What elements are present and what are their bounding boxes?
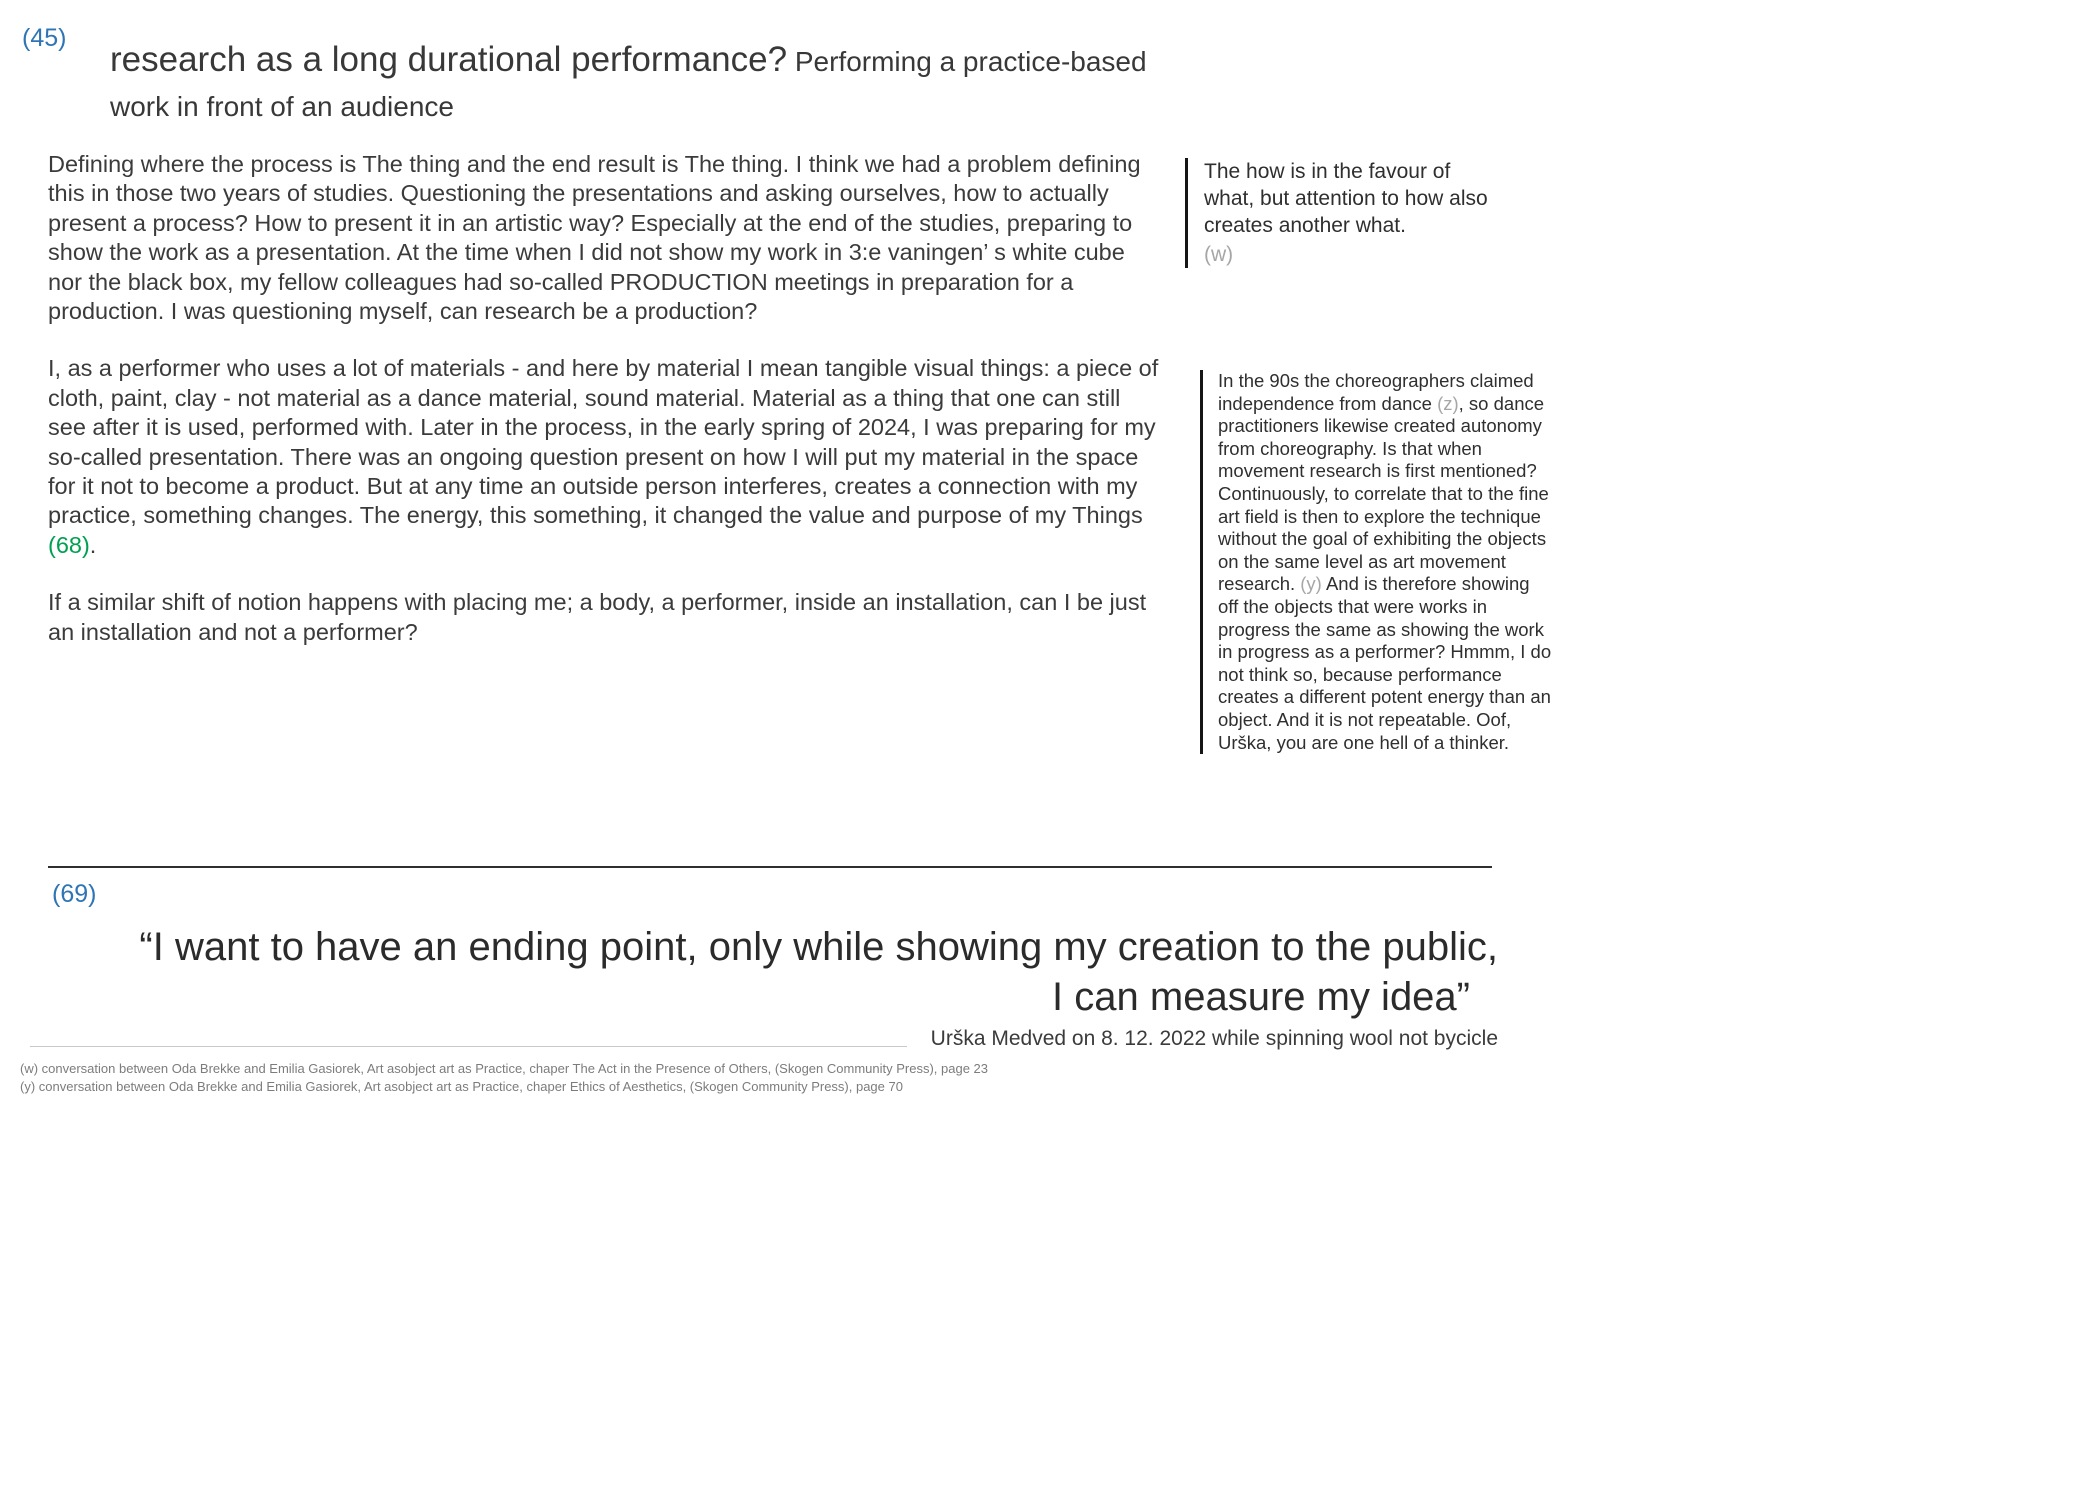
page-ref-bottom[interactable]: (69) (52, 880, 97, 908)
footnote-w: (w) conversation between Oda Brekke and Emilia Gasiorek, Art asobject art as Practice, chaper The Act in the Presence of Others, (Skogen Community Press), page 23 (20, 1061, 988, 1076)
pull-quote-line-2: I can measure my idea” (1052, 975, 1470, 1019)
pull-quote (40, 922, 1498, 1051)
footnote-marker-w: (w) (1204, 243, 1234, 266)
margin-note-2-text-3: And is therefore showing off the objects that were works in progress the same as showing the work in progress as a performer? Hmmm, I do not think so, because performance creates a different potent energy than an object. And it is not repeatable. Oof, Urška, you are one hell of a thinker. (1218, 573, 1552, 753)
margin-note-2-text-1: In the 90s the choreographers claimed independence from dance (1218, 370, 1534, 414)
quote-attribution: Urška Medved on 8. 12. 2022 while spinning wool not bycicle (930, 1027, 1498, 1050)
footnote-y: (y) conversation between Oda Brekke and Emilia Gasiorek, Art asobject art as Practice, chaper Ethics of Aesthetics, (Skogen Community Press), page 70 (20, 1078, 903, 1094)
title-main: research as a long durational performance? (110, 40, 788, 79)
margin-note-2 (1200, 370, 1552, 754)
title-subtitle-line2: work in front of an audience (110, 91, 454, 122)
margin-note-1-text: The how is in the favour of what, but attention to how also creates another what. (1204, 160, 1488, 237)
attribution-rule (30, 1046, 907, 1047)
page-ref-top[interactable]: (45) (22, 24, 67, 52)
paragraph-3: If a similar shift of notion happens with placing me; a body, a performer, inside an installation, can I be just an installation and not a performer? (48, 589, 1147, 645)
margin-note-2-text-2: , so dance practitioners likewise created autonomy from choreography. Is that when movement research is first mentioned? Continuously, to correlate that to the fine art field is then to explore the technique without the goal of exhibiting the objects on the same level as art movement research. (1218, 392, 1549, 595)
paragraph-2 (48, 354, 1160, 560)
margin-note-1 (1185, 158, 1495, 268)
horizontal-divider (48, 866, 1492, 868)
reference-link-68[interactable]: (68) (48, 531, 90, 558)
title-subtitle-line1: Performing a practice-based (787, 46, 1147, 77)
page-title (110, 40, 1220, 132)
main-text-column (48, 150, 1160, 675)
footnote-marker-y: (y) (1300, 573, 1322, 595)
paragraph-1: Defining where the process is The thing and the end result is The thing. I think we had a problem defining this in those two years of studies. Questioning the presentations and asking ourselves, how to actually present a process? How to present it in an artistic way? Especially at the end of the studies, preparing to show the work as a presentation. At the time when I did not show my work in 3:e vaningen’ s white cube nor the black box, my fellow colleagues had so-called PRODUCTION meetings in preparation for a production. I was questioning myself, can research be a production? (48, 151, 1141, 325)
footnotes (20, 1060, 1120, 1095)
paragraph-2-end: . (89, 531, 97, 558)
pull-quote-line-1: “I want to have an ending point, only while showing my creation to the public, (139, 925, 1498, 969)
footnote-marker-z: (z) (1437, 392, 1459, 414)
paragraph-2-text: I, as a performer who uses a lot of materials - and here by material I mean tangible visual things: a piece of cloth, paint, clay - not material as a dance material, sound material. Material as a thing that one can still see after it is used, performed with. Later in the process, in the early spring of 2024, I was preparing for my so-called presentation. There was an ongoing question present on how I will put my material in the space for it not to become a product. But at any time an outside person interferes, creates a connection with my practice, something changes. The energy, this something, it changed the value and purpose of my Things (48, 355, 1159, 529)
